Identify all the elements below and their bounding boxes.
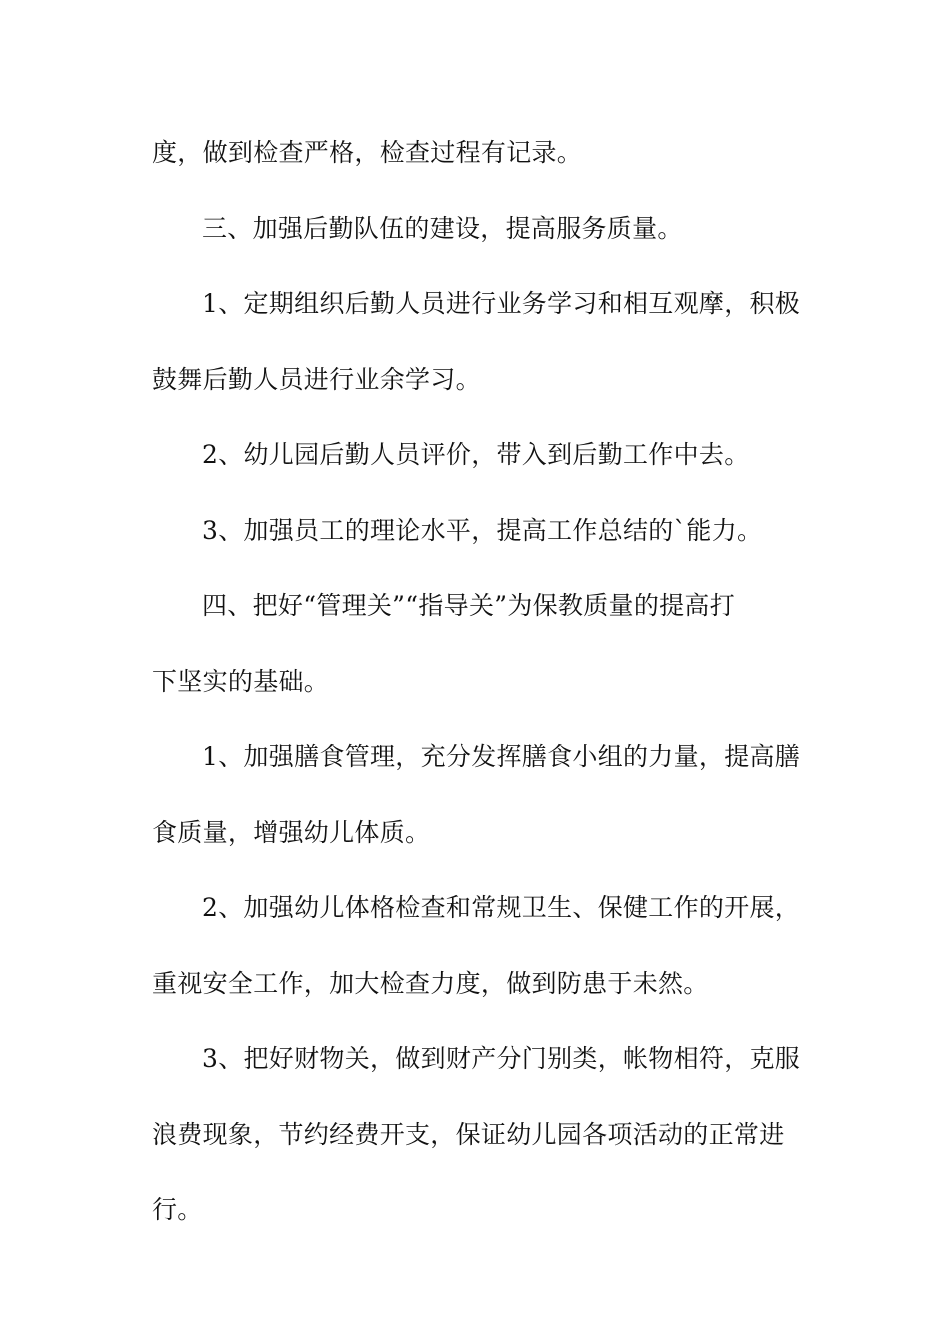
text-line-4: 鼓舞后勤人员进行业余学习。 [152,364,481,394]
text-line-6: 3、加强员工的理论水平，提高工作总结的`能力。 [202,515,763,545]
text-line-5: 2、幼儿园后勤人员评价，带入到后勤工作中去。 [202,440,750,469]
section-heading-4: 四、把好“管理关”“指导关”为保教质量的提高打 [202,591,736,620]
text-line-3: 1、定期组织后勤人员进行业务学习和相互观摩，积极 [202,289,801,318]
text-line-13: 3、把好财物关，做到财产分门别类，帐物相符，克服 [202,1044,801,1073]
section-heading-3: 三、加强后勤队伍的建设，提高服务质量。 [202,213,683,243]
text-line-9: 1、加强膳食管理，充分发挥膳食小组的力量，提高膳 [202,742,801,771]
text-line-11: 2、加强幼儿体格检查和常规卫生、保健工作的开展， [202,893,801,922]
document-body [152,126,812,1259]
text-line-8: 下坚实的基础。 [152,666,330,696]
text-line-12: 重视安全工作，加大检查力度，做到防患于未然。 [152,968,709,998]
text-line-15: 行。 [152,1195,203,1224]
text-line-14: 浪费现象，节约经费开支，保证幼儿园各项活动的正常进 [152,1119,785,1149]
text-line-10: 食质量，增强幼儿体质。 [152,817,431,847]
text-line-1: 度，做到检查严格，检查过程有记录。 [152,138,583,167]
